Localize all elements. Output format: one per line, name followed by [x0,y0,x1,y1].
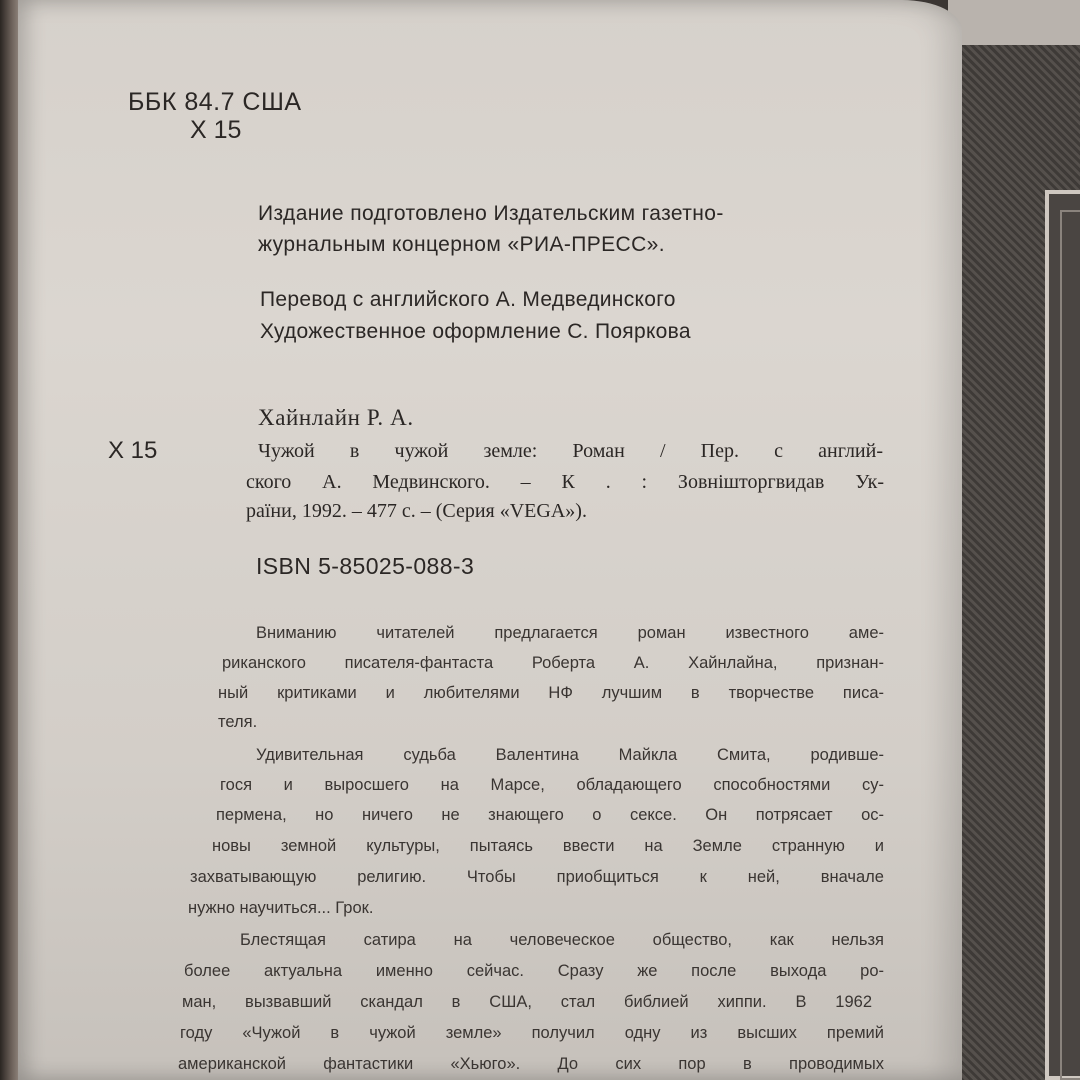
annotation-line: риканского писателя-фантаста Роберта А. Хайнлайна, признан- [222,654,884,672]
annotation-line: Вниманию читателей предлагается роман известного аме- [256,624,884,642]
annotation-line: новы земной культуры, пытаясь ввести на Земле странную и [212,837,884,855]
publisher-line-1: Издание подготовлено Издательским газетно- [258,202,724,225]
catalog-line-1: Чужой в чужой земле: Роман / Пер. с англий- [258,440,883,462]
bbk-index: Х 15 [190,116,242,144]
annotation-line: теля. [218,713,258,731]
cover-decorative-frame-inner [1060,210,1080,1080]
annotation-line: году «Чужой в чужой земле» получил одну из высших премий [180,1024,884,1042]
annotation-line: нужно научиться... Грок. [188,899,374,917]
publisher-line-2: журнальным концерном «РИА-ПРЕСС». [258,233,665,256]
isbn: ISBN 5-85025-088-3 [256,553,475,579]
catalog-line-3: раїни, 1992. – 477 с. – (Серия «VEGA»). [246,500,587,522]
catalog-author: Хайнлайн Р. А. [258,405,414,430]
cover-top-edge [948,0,1080,45]
annotation-line: Удивительная судьба Валентина Майкла Смита, родивше- [256,746,884,764]
annotation-line: Блестящая сатира на человеческое общество, как нельзя [240,931,884,949]
bbk-code: ББК 84.7 США [128,88,302,116]
annotation-line: более актуальна именно сейчас. Сразу же после выхода ро- [184,962,884,980]
annotation-line: пермена, но ничего не знающего о сексе. Он потрясает ос- [216,806,884,824]
annotation-line: захватывающую религию. Чтобы приобщиться к ней, вначале [190,868,884,886]
annotation-line: ман, вызвавший скандал в США, стал библией хиппи. В 1962 [182,993,872,1011]
book-page [18,0,962,1080]
annotation-line: американской фантастики «Хьюго». До сих пор в проводимых [178,1055,884,1073]
catalog-index: Х 15 [108,437,158,464]
annotation-line: ный критиками и любителями НФ лучшим в творчестве писа- [218,684,884,702]
annotation-line: гося и выросшего на Марсе, обладающего способностями су- [220,776,884,794]
translation-credit: Перевод с английского А. Медвединского [260,288,676,311]
catalog-line-2: ского А. Медвинского. – К . : Зовнiшторгвидав Ук- [246,471,884,493]
design-credit: Художественное оформление С. Пояркова [260,320,691,343]
